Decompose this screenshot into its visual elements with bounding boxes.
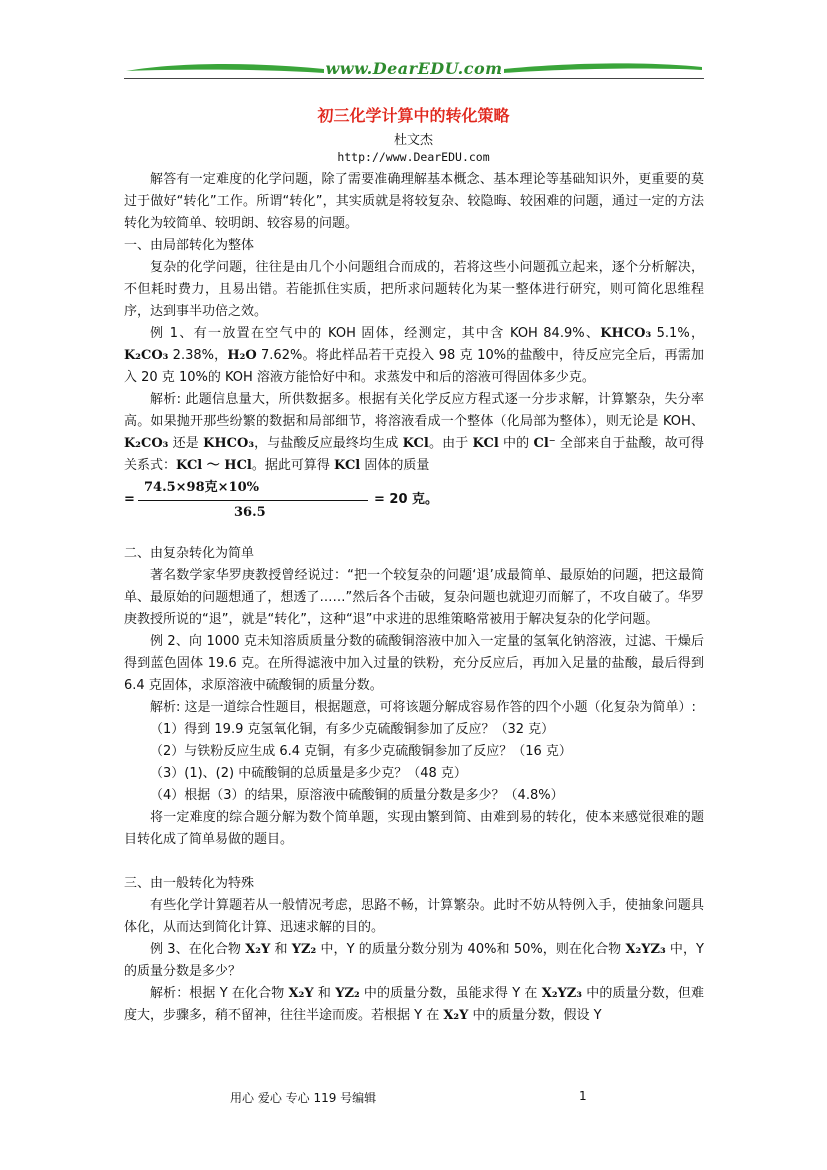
example-3 (124, 939, 704, 983)
site-logo-text[interactable]: www.DearEDU.com (325, 59, 503, 78)
analysis1-text-c: ，与盐酸反应最终均生成 (254, 436, 403, 451)
analysis3-text-a: 解析：根据 Y 在化合物 (150, 986, 289, 1001)
mass-fraction-formula (124, 477, 704, 521)
sub-question-1: （1）得到 19.9 克氢氧化铜，有多少克硫酸铜参加了反应？（32 克） (150, 722, 555, 737)
header-divider (124, 78, 704, 79)
example3-text-b: 和 (270, 942, 292, 957)
analysis3-text-b: 和 (313, 986, 336, 1001)
author-name: 杜文杰 (393, 133, 433, 148)
analysis3-text-e: 中的质量分数，假设 Y (468, 1008, 602, 1023)
section2-summary: 将一定难度的综合题分解为数个简单题，实现由繁到简、由难到易的转化，使本来感觉很难的题目转化成了简单易做的题目。 (124, 810, 704, 847)
formula-x2y: X₂Y (245, 942, 271, 957)
example1-text-c: 2.38%， (168, 348, 228, 363)
page-number: 1 (579, 1089, 587, 1103)
analysis1-text-g: 。据此可算得 (251, 458, 335, 473)
sub-question-2: （2）与铁粉反应生成 6.4 克铜，有多少克硫酸铜参加了反应？（16 克） (150, 744, 572, 759)
site-header-banner (124, 55, 704, 85)
analysis3-text-c: 中的质量分数，虽能求得 Y 在 (359, 986, 542, 1001)
analysis1-text-f: 全部来自于盐酸，故可得关系式： (124, 436, 705, 473)
section-heading-3: 三、由一般转化为特殊 (124, 876, 255, 891)
example3-text-c: 中，Y 的质量分数分别为 40%和 50%，则在化合物 (316, 942, 626, 957)
formula-cl-ion: Cl⁻ (533, 436, 556, 451)
formula-k2co3: K₂CO₃ (124, 348, 169, 363)
analysis1-text-b: 还是 (168, 436, 204, 451)
formula-x2y-analysis: X₂Y (288, 986, 314, 1001)
formula-kcl-3: KCl (334, 458, 361, 473)
article-body (124, 169, 704, 1027)
formula-khco3-analysis: KHCO₃ (203, 436, 255, 451)
formula-x2yz3-analysis: X₂YZ₃ (541, 986, 582, 1001)
formula-h2o: H₂O (227, 348, 257, 363)
page-title: 初三化学计算中的转化策略 (317, 106, 510, 125)
analysis1-text-a: 解析: 此题信息量大，所供数据多。根据有关化学反应方程式逐一分步求解，计算繁杂，失分率高。如果抛开那些纷繁的数据和局部细节，将溶液看成一个整体（化局部为整体），则无论是 KOH、 (124, 392, 704, 429)
intro-paragraph: 解答有一定难度的化学问题，除了需要准确理解基本概念、基本理论等基础知识外，更重要的莫过于做好“转化”工作。所谓“转化”，其实质就是将较复杂、较隐晦、较困难的问题，通过一定的方法转化为较简单、较明朗、较容易的问题。 (124, 172, 704, 231)
spacer (124, 521, 704, 543)
analysis-3 (124, 983, 704, 1027)
example3-text-d: 中，Y 的质量分数是多少？ (124, 942, 705, 979)
formula-kcl-1: KCl (402, 436, 429, 451)
example1-text-a: 例 1、有一放置在空气中的 KOH 固体，经测定，其中含 KOH 84.9%、 (150, 326, 601, 341)
analysis1-text-h: 固体的质量 (360, 458, 430, 473)
analysis1-text-d: 。由于 (428, 436, 473, 451)
formula-x2y-analysis-2: X₂Y (443, 1008, 469, 1023)
analysis1-text-e: 中的 (498, 436, 534, 451)
example-1 (124, 323, 704, 389)
relation-kcl-hcl: KCl ～ HCl (176, 458, 252, 473)
formula-khco3: KHCO₃ (600, 326, 652, 341)
formula-yz2-analysis: YZ₂ (335, 986, 360, 1001)
analysis-2: 解析: 这是一道综合性题目，根据题意，可将该题分解成容易作答的四个小题（化复杂为简单）: (150, 700, 696, 715)
example3-text-a: 例 3、在化合物 (150, 942, 246, 957)
source-url[interactable]: http://www.DearEDU.com (337, 150, 490, 164)
formula-denominator: 36.5 (234, 505, 266, 520)
example1-text-b: 5.1%， (651, 326, 704, 341)
sub-question-3: （3）(1)、(2) 中硫酸铜的总质量是多少克？（48 克） (150, 766, 467, 781)
example1-text-d: 7.62%。将此样品若干克投入 98 克 10%的盐酸中，待反应完全后，再需加入 20 克 10%的 KOH 溶液方能恰好中和。求蒸发中和后的溶液可得固体多少克。 (124, 348, 704, 385)
example-2: 例 2、向 1000 克未知溶质质量分数的硫酸铜溶液中加入一定量的氢氧化钠溶液，过滤、干燥后得到蓝色固体 19.6 克。在所得滤液中加入过量的铁粉，充分反应后，再加入足量的盐酸，最后得到 6.4 克固体，求原溶液中硫酸铜的质量分数。 (124, 634, 704, 693)
analysis-1 (124, 389, 704, 477)
formula-kcl-2: KCl (472, 436, 499, 451)
formula-numerator: 74.5×98克×10% (144, 480, 259, 495)
formula-equals: = (124, 492, 135, 507)
fraction-bar (138, 500, 368, 501)
footer-text: 用心 爱心 专心 119 号编辑 (230, 1091, 377, 1105)
section-heading-1: 一、由局部转化为整体 (124, 238, 255, 253)
formula-x2yz3: X₂YZ₃ (625, 942, 666, 957)
section3-paragraph: 有些化学计算题若从一般情况考虑，思路不畅，计算繁杂。此时不妨从特例入手，使抽象问题具体化，从而达到简化计算、迅速求解的目的。 (124, 898, 704, 935)
formula-yz2: YZ₂ (291, 942, 317, 957)
section-heading-2: 二、由复杂转化为简单 (124, 546, 255, 561)
formula-result: = 20 克。 (374, 492, 439, 507)
sub-question-4: （4）根据（3）的结果，原溶液中硫酸铜的质量分数是多少？（4.8%） (150, 788, 564, 803)
formula-k2co3-analysis: K₂CO₃ (124, 436, 169, 451)
spacer (124, 851, 704, 873)
section1-paragraph: 复杂的化学问题，往往是由几个小问题组合而成的，若将这些小问题孤立起来，逐个分析解决，不但耗时费力，且易出错。若能抓住实质，把所求问题转化为某一整体进行研究，则可简化思维程序，达到事半功倍之效。 (124, 260, 704, 319)
section2-paragraph: 著名数学家华罗庚教授曾经说过：“把一个较复杂的问题‘退’成最简单、最原始的问题，把这最简单、最原始的问题想通了，想透了……”然后各个击破，复杂问题也就迎刃而解了，不攻自破了。华罗庚教授所说的“退”，就是“转化”，这种“退”中求进的思维策略常被用于解决复杂的化学问题。 (124, 568, 704, 627)
analysis3-text-d: 中的质量分数，但难度大，步骤多，稍不留神，往往半途而废。若根据 Y 在 (124, 986, 705, 1023)
